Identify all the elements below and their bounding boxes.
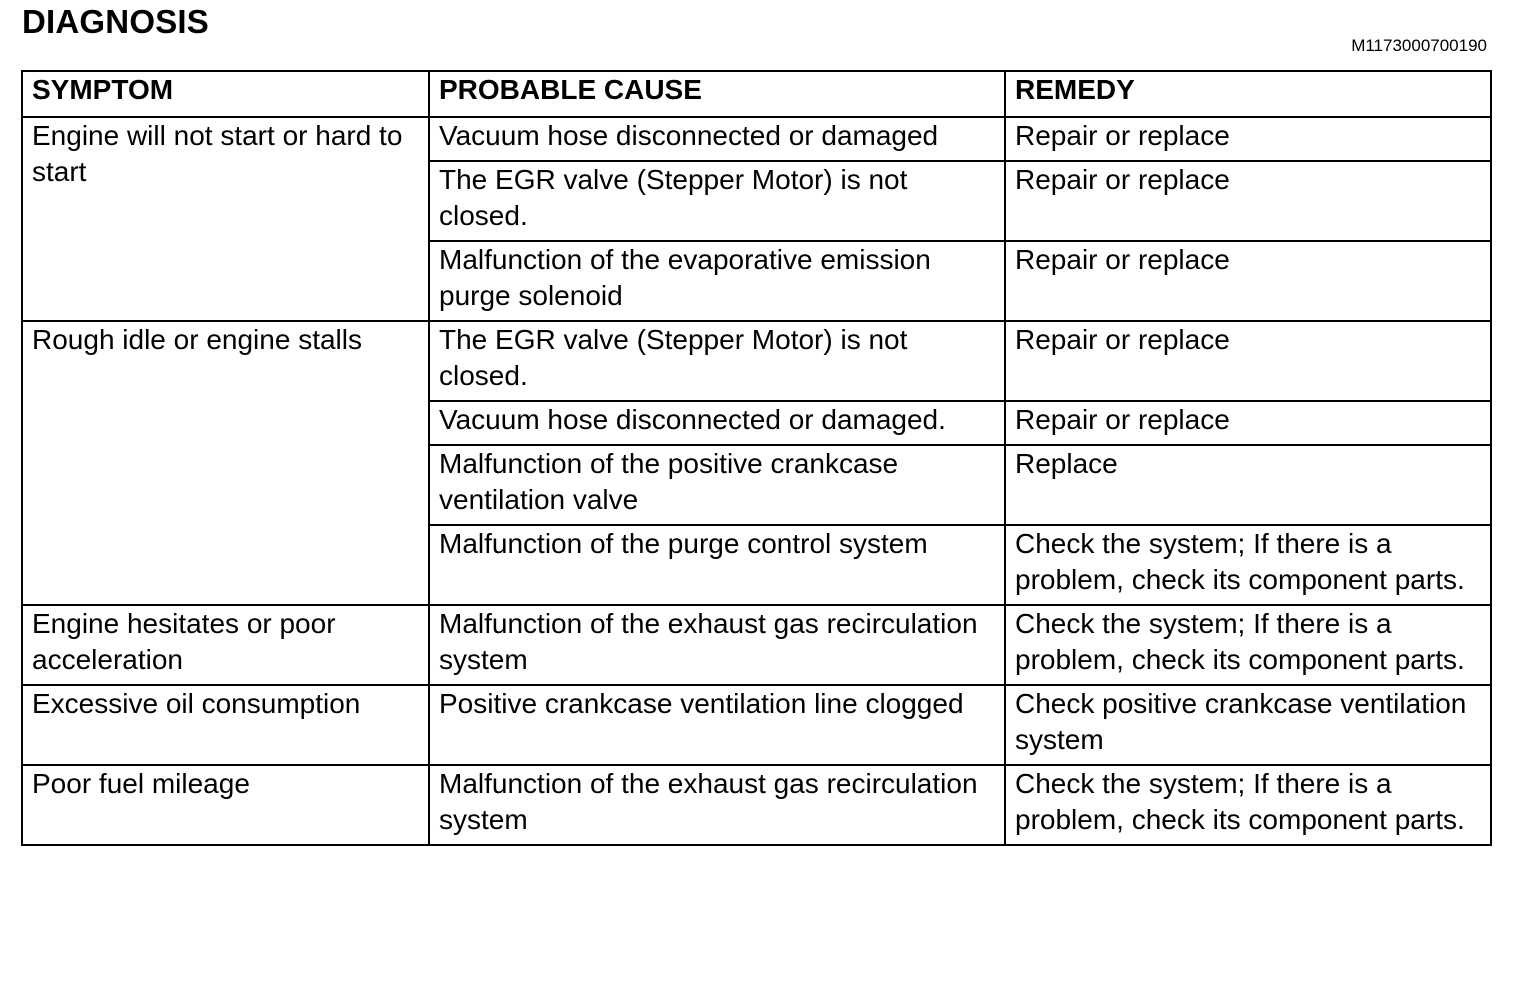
symptom-cell: Engine will not start or hard to start [22,117,429,321]
cause-cell: Malfunction of the exhaust gas recirculation system [429,605,1005,685]
remedy-cell: Check the system; If there is a problem, check its component parts. [1005,765,1491,845]
table-row [22,605,1491,685]
cause-cell: The EGR valve (Stepper Motor) is not closed. [429,161,1005,241]
cause-cell: The EGR valve (Stepper Motor) is not closed. [429,321,1005,401]
remedy-cell: Check the system; If there is a problem, check its component parts. [1005,525,1491,605]
cause-cell: Malfunction of the exhaust gas recirculation system [429,765,1005,845]
cause-cell: Positive crankcase ventilation line clogged [429,685,1005,765]
remedy-cell: Repair or replace [1005,161,1491,241]
remedy-cell: Check positive crankcase ventilation system [1005,685,1491,765]
table-row [22,117,1491,161]
remedy-cell: Repair or replace [1005,241,1491,321]
remedy-cell: Check the system; If there is a problem, check its component parts. [1005,605,1491,685]
remedy-cell: Repair or replace [1005,321,1491,401]
remedy-cell: Repair or replace [1005,117,1491,161]
symptom-cell: Engine hesitates or poor acceleration [22,605,429,685]
cause-cell: Malfunction of the purge control system [429,525,1005,605]
table-row [22,765,1491,845]
symptom-cell: Rough idle or engine stalls [22,321,429,605]
symptom-cell: Poor fuel mileage [22,765,429,845]
cause-cell: Vacuum hose disconnected or damaged. [429,401,1005,445]
remedy-cell: Repair or replace [1005,401,1491,445]
column-header-remedy: REMEDY [1005,71,1491,117]
remedy-cell: Replace [1005,445,1491,525]
cause-cell: Malfunction of the positive crankcase ventilation valve [429,445,1005,525]
diagnosis-table [21,70,1492,846]
cause-cell: Vacuum hose disconnected or damaged [429,117,1005,161]
cause-cell: Malfunction of the evaporative emission purge solenoid [429,241,1005,321]
document-code: M1173000700190 [1351,36,1487,55]
table-row [22,685,1491,765]
column-header-symptom: SYMPTOM [22,71,429,117]
symptom-cell: Excessive oil consumption [22,685,429,765]
table-row [22,321,1491,401]
table-header-row [22,71,1491,117]
column-header-probable-cause: PROBABLE CAUSE [429,71,1005,117]
page-title: DIAGNOSIS [22,3,209,40]
